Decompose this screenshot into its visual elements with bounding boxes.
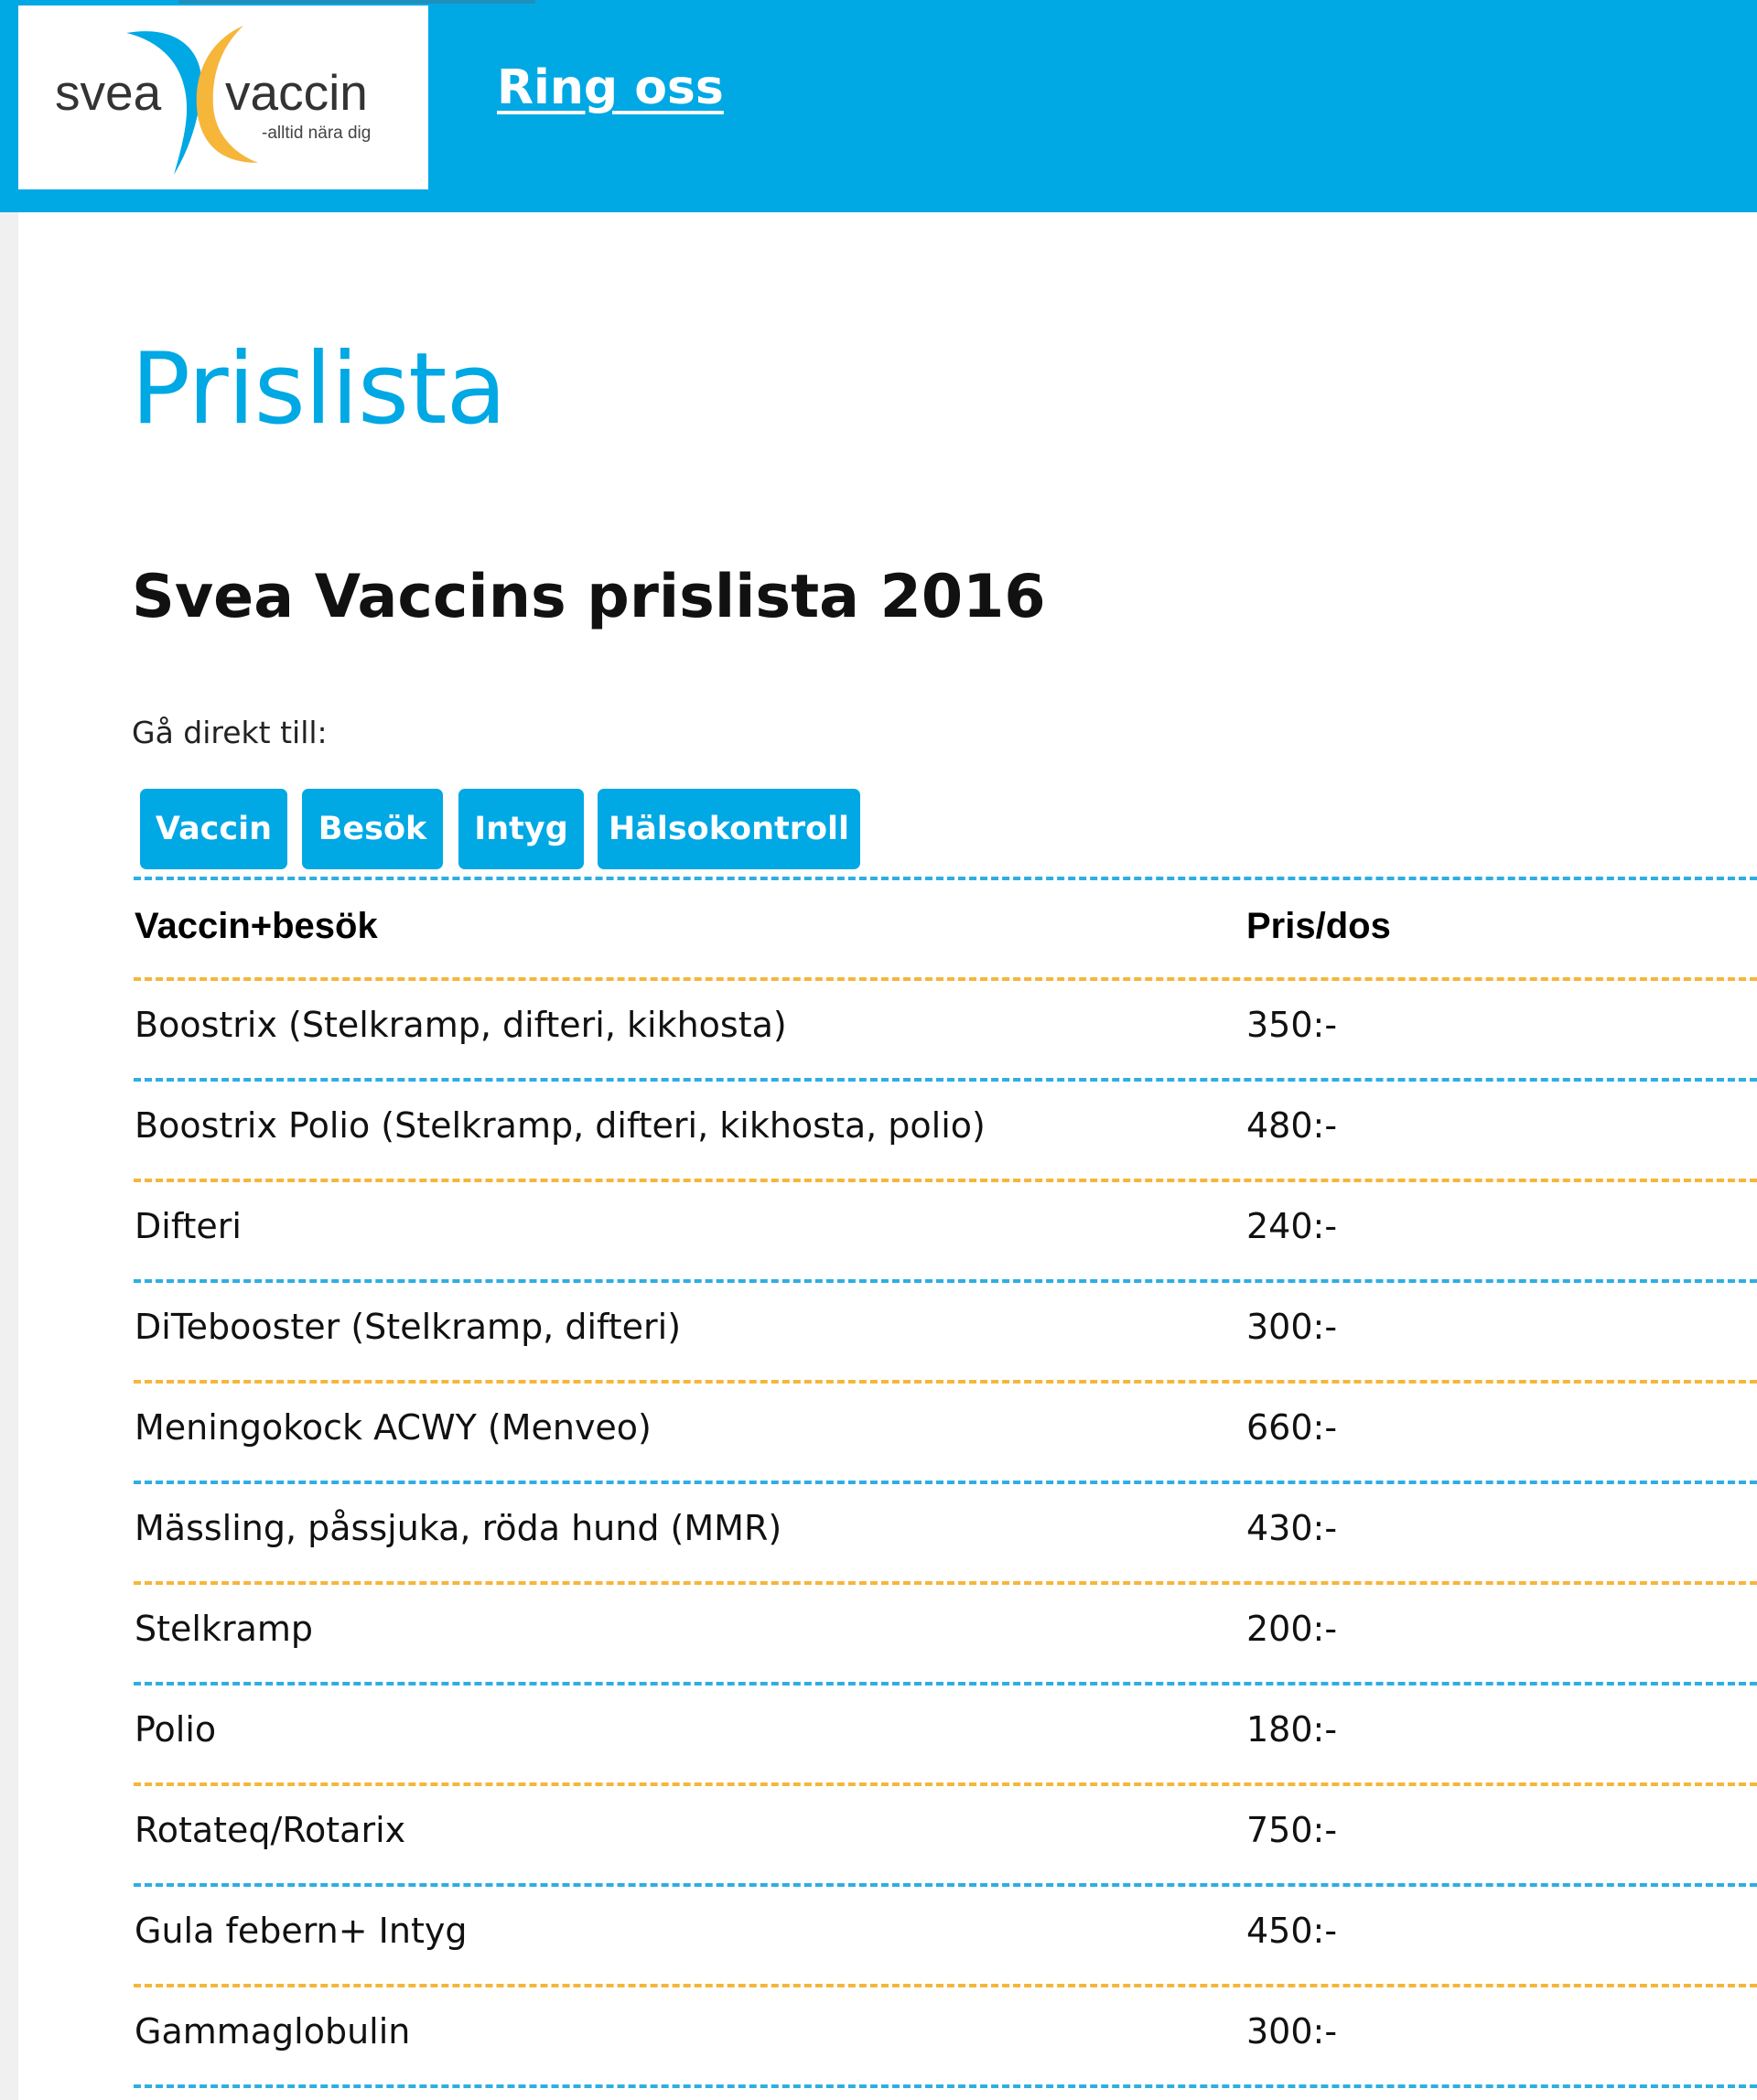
vaccine-price: 430:- [1246,1508,1338,1548]
header-top-accent [178,0,535,4]
vaccine-name: Difteri [135,1206,242,1246]
table-row [134,1782,1757,1883]
page-title: Prislista [131,332,506,447]
vaccine-name: Polio [135,1709,217,1750]
table-row [134,1984,1757,2084]
jump-button-halsokontroll[interactable]: Hälsokontroll [598,789,860,869]
vaccine-price: 200:- [1246,1609,1338,1649]
logo-graphic [18,5,428,189]
jump-button-vaccin[interactable]: Vaccin [140,789,287,869]
table-header-row [134,877,1757,977]
vaccine-price: 300:- [1246,1307,1338,1347]
table-row [134,1481,1757,1581]
site-header [0,0,1757,212]
vaccine-price: 180:- [1246,1709,1338,1750]
vaccine-name: DiTebooster (Stelkramp, difteri) [135,1307,682,1347]
vaccine-price: 240:- [1246,1206,1338,1246]
vaccine-name: Boostrix (Stelkramp, difteri, kikhosta) [135,1005,787,1045]
vaccine-price: 350:- [1246,1005,1338,1045]
vaccine-name: Gula febern+ Intyg [135,1911,468,1951]
vaccine-price: 300:- [1246,2011,1338,2052]
vaccine-name: Gammaglobulin [135,2011,411,2052]
goto-label: Gå direkt till: [132,715,328,750]
logo-text-left: svea [55,64,162,121]
table-row [134,1078,1757,1179]
logo[interactable] [18,5,428,189]
table-bottom-border [134,2084,1757,2088]
ring-oss-link[interactable]: Ring oss [497,60,724,115]
table-row [134,1279,1757,1380]
table-row [134,1179,1757,1279]
logo-text-right: vaccin [225,64,368,121]
main-content [18,212,1757,2100]
jump-button-intyg[interactable]: Intyg [458,789,584,869]
price-table [134,877,1757,2088]
table-row [134,1581,1757,1682]
price-list-heading: Svea Vaccins prislista 2016 [132,563,1046,631]
jump-button-besok[interactable]: Besök [302,789,443,869]
table-row [134,1883,1757,1984]
vaccine-name: Boostrix Polio (Stelkramp, difteri, kikhosta, polio) [135,1105,986,1146]
vaccine-price: 660:- [1246,1407,1338,1448]
column-header-vaccin: Vaccin+besök [135,906,378,946]
vaccine-price: 750:- [1246,1810,1338,1850]
vaccine-name: Mässling, påssjuka, röda hund (MMR) [135,1508,782,1548]
vaccine-price: 450:- [1246,1911,1338,1951]
vaccine-name: Rotateq/Rotarix [135,1810,406,1850]
vaccine-name: Stelkramp [135,1609,314,1649]
logo-tagline: -alltid nära dig [262,124,372,143]
vaccine-price: 480:- [1246,1105,1338,1146]
vaccine-name: Meningokock ACWY (Menveo) [135,1407,652,1448]
table-row [134,1380,1757,1481]
table-row [134,977,1757,1078]
column-header-price: Pris/dos [1246,906,1391,946]
table-row [134,1682,1757,1782]
